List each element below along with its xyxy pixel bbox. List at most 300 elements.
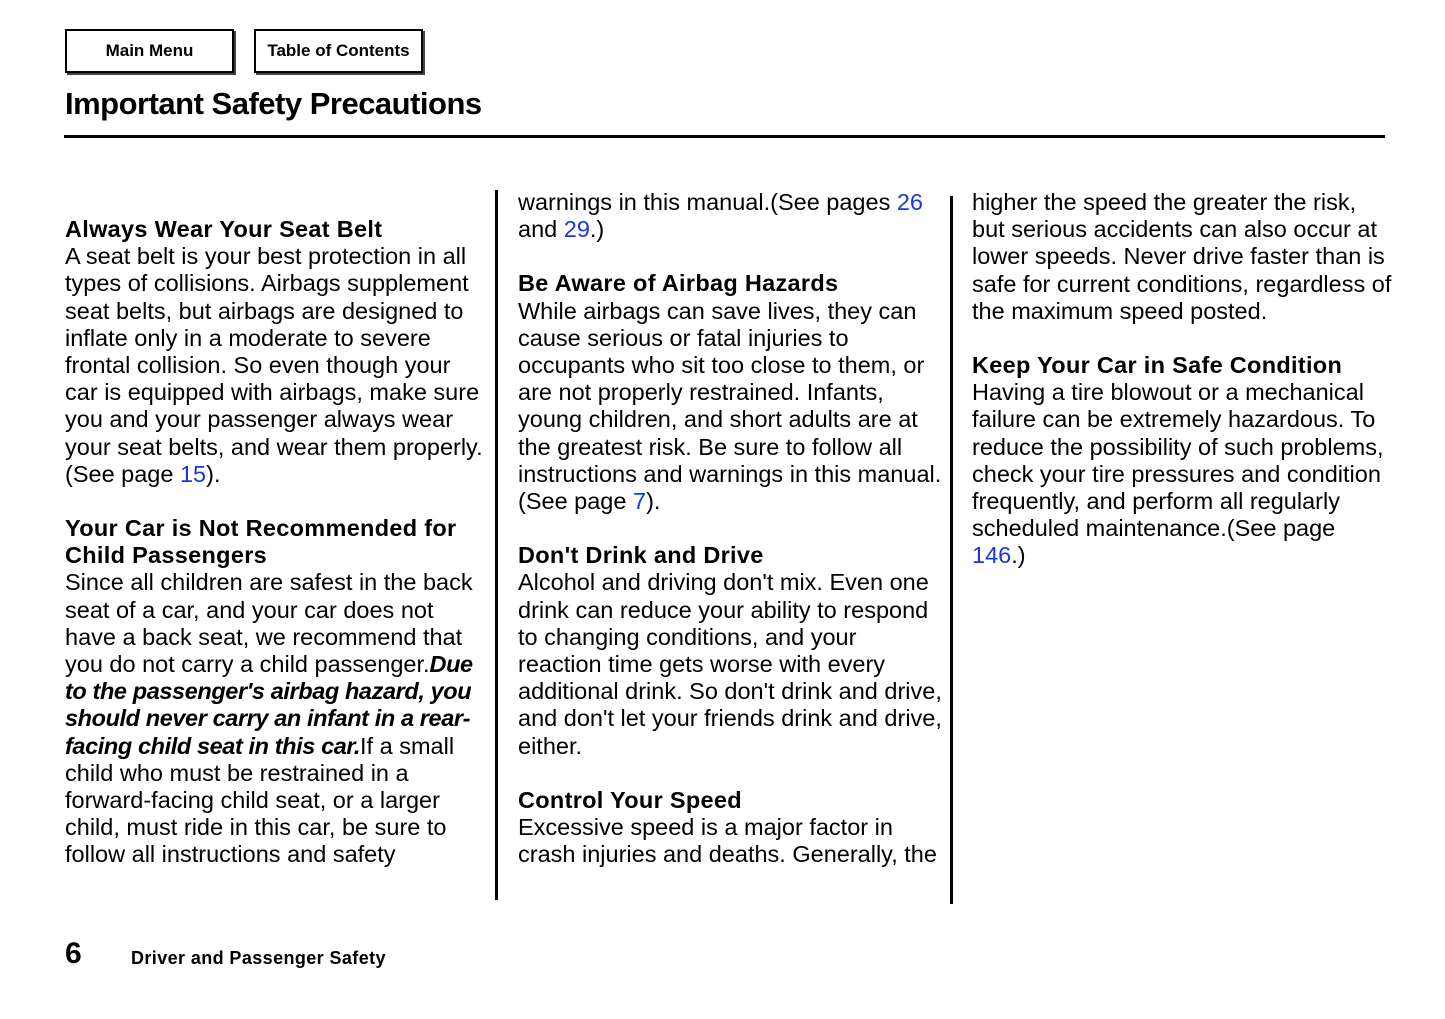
- condition-body: To: [1350, 406, 1376, 433]
- airbag-body: manual.: [857, 460, 942, 487]
- child-body-continued: must: [126, 814, 178, 841]
- page-146-link[interactable]: 146: [972, 542, 1012, 569]
- speed-section: [972, 189, 1392, 325]
- airbag-body: risk.: [648, 433, 692, 460]
- airbag-body: to: [785, 433, 806, 460]
- seat-belt-body: though: [326, 352, 399, 379]
- child-body-continued: to: [426, 814, 447, 841]
- child-body: the: [383, 569, 417, 596]
- child-body-continued: a: [395, 759, 409, 786]
- drink-body: and: [838, 705, 878, 732]
- speed-body: occur: [1293, 216, 1351, 243]
- child-warning-emphasis: carry: [212, 705, 269, 732]
- airbag-body: them,: [838, 352, 897, 379]
- table-of-contents-button[interactable]: Table of Contents: [254, 29, 423, 73]
- condition-ref-suffix: .): [1011, 542, 1026, 569]
- child-body-continued: small: [399, 732, 455, 759]
- drink-body: drink: [518, 596, 569, 623]
- condition-body: condition: [1286, 460, 1381, 487]
- airbag-body: airbags: [583, 297, 661, 324]
- child-body-continued: safety: [332, 841, 396, 868]
- speed-body: conditions,: [1136, 270, 1249, 297]
- drink-body: don't: [724, 678, 775, 705]
- page-26-link[interactable]: 26: [896, 189, 923, 215]
- drink-body: and: [838, 678, 878, 705]
- airbag-body: to: [811, 352, 832, 379]
- seat-belt-body: you: [65, 406, 103, 433]
- airbag-body: all: [878, 433, 903, 460]
- speed-body: maximum: [1011, 297, 1114, 324]
- condition-body: regularly: [1249, 488, 1340, 515]
- drink-heading: Don't Drink and Drive: [518, 542, 764, 569]
- seat-belt-body: properly.: [392, 433, 483, 460]
- seat-belt-body: with: [230, 379, 273, 406]
- condition-body: and: [1086, 488, 1126, 515]
- child-warning-emphasis: seat: [196, 732, 243, 759]
- child-body: you: [65, 651, 103, 678]
- child-body: your: [251, 596, 298, 623]
- speed-body: higher: [972, 189, 1038, 215]
- child-body: car,: [161, 596, 200, 623]
- airbag-body: instructions: [518, 460, 637, 487]
- drink-body: reduce: [619, 596, 692, 623]
- speed-body: safe: [972, 270, 1017, 297]
- child-ref-and: and: [518, 216, 558, 243]
- seat-belt-body: a: [208, 324, 222, 351]
- speed-body: posted.: [1190, 297, 1268, 324]
- condition-body: problems,: [1280, 433, 1384, 460]
- speed-body: Generally,: [792, 841, 898, 868]
- child-body: car: [304, 596, 337, 623]
- child-body-continued: be: [341, 814, 369, 841]
- airbag-body: injuries: [747, 324, 823, 351]
- airbag-section: [518, 270, 943, 515]
- drink-body: don't: [723, 569, 774, 596]
- child-body-continued: forward-facing: [65, 787, 214, 814]
- condition-body: be: [1086, 406, 1114, 433]
- drink-body: and: [601, 569, 641, 596]
- child-body-continued: must: [169, 759, 221, 786]
- drink-body: Alcohol: [518, 569, 596, 596]
- speed-body: than: [1315, 243, 1362, 270]
- seat-belt-body: A: [65, 243, 80, 270]
- child-warning-emphasis: rear-facing: [65, 705, 471, 759]
- drink-body: one: [889, 569, 929, 596]
- speed-body: is: [700, 814, 718, 841]
- airbag-ref-prefix: (See: [518, 488, 568, 515]
- drink-body: to: [518, 623, 538, 650]
- condition-body: pressures: [1131, 460, 1235, 487]
- airbag-ref-suffix: ).: [646, 488, 661, 515]
- child-section: [65, 515, 485, 869]
- child-heading: Your Car is Not Recommended for Child Passengers: [65, 515, 457, 569]
- seat-belt-body: your: [404, 352, 451, 379]
- child-body-continued: a: [379, 732, 393, 759]
- condition-body: perform: [1132, 488, 1214, 515]
- child-warning-emphasis: airbag: [270, 678, 339, 705]
- column-1: [65, 189, 485, 896]
- child-body-continued: ride: [183, 814, 224, 841]
- child-body: are: [249, 569, 284, 596]
- child-body-continued: warnings: [518, 189, 613, 215]
- speed-body: the: [1043, 189, 1077, 215]
- child-body: a: [142, 596, 156, 623]
- speed-body: in: [874, 814, 893, 841]
- child-body: Since: [65, 569, 124, 596]
- drink-body: drive,: [884, 678, 942, 705]
- child-warning-emphasis: this: [274, 732, 315, 759]
- child-warning-emphasis: to: [65, 678, 87, 705]
- airbag-body: properly: [597, 379, 683, 406]
- speed-body: injuries: [582, 841, 657, 868]
- condition-body: tire: [1092, 460, 1125, 487]
- seat-belt-body: severe: [360, 324, 431, 351]
- drink-body: So: [689, 678, 718, 705]
- speed-body: accidents: [1093, 216, 1193, 243]
- seat-belt-body: seat: [85, 243, 131, 270]
- condition-body: blowout: [1110, 379, 1192, 406]
- speed-body: current: [1056, 270, 1131, 297]
- speed-body: deaths.: [708, 841, 786, 868]
- drink-body: Even: [829, 569, 884, 596]
- seat-belt-body: your: [204, 243, 251, 270]
- seat-belt-body: them: [334, 433, 387, 460]
- seat-belt-body: collisions.: [153, 270, 256, 297]
- child-body: safest: [289, 569, 353, 596]
- speed-body: the: [1153, 189, 1187, 215]
- child-body: seat,: [198, 623, 250, 650]
- speed-heading: Control Your Speed: [518, 786, 742, 813]
- seat-belt-ref-prefix: page: [121, 460, 174, 487]
- child-body-continued: in: [370, 759, 389, 786]
- drink-body: conditions,: [646, 623, 759, 650]
- seat-belt-body: seat: [117, 433, 162, 460]
- drink-body: every: [827, 651, 886, 678]
- airbag-body: adults: [788, 406, 852, 433]
- airbag-body: this: [814, 460, 852, 487]
- speed-body: speed: [1083, 189, 1148, 215]
- child-warning-emphasis: passenger's: [132, 678, 265, 705]
- child-body: back: [422, 569, 473, 596]
- condition-body: hazardous.: [1228, 406, 1345, 433]
- child-body: passenger.: [314, 651, 430, 678]
- airbag-body: and: [683, 406, 724, 433]
- drink-section: [518, 542, 943, 760]
- condition-ref-prefix: page: [1282, 515, 1336, 542]
- speed-body: of: [1371, 270, 1392, 297]
- airbag-body: are: [518, 379, 552, 406]
- child-body: that: [422, 623, 463, 650]
- child-body-continued: this: [254, 814, 291, 841]
- child-body-continued: larger: [379, 787, 440, 814]
- seat-belt-ref-prefix: (See: [65, 460, 115, 487]
- column-2: [518, 189, 943, 895]
- airbag-body: at: [898, 406, 918, 433]
- speed-body: speed: [630, 814, 695, 841]
- child-body: of: [115, 596, 136, 623]
- drink-body: respond: [843, 596, 929, 623]
- seat-belt-body: seat: [65, 297, 110, 324]
- child-body: all: [130, 569, 154, 596]
- speed-body: greater: [1192, 189, 1268, 215]
- drink-body: ability: [750, 596, 811, 623]
- seat-belt-body: moderate: [228, 324, 328, 351]
- seat-belt-body: to: [443, 297, 464, 324]
- child-body-continued: child: [65, 759, 114, 786]
- seat-belt-body: wear: [402, 406, 454, 433]
- speed-section: [518, 787, 943, 869]
- seat-belt-ref-suffix: ).: [206, 460, 221, 487]
- seat-belt-body: only: [134, 324, 178, 351]
- speed-body: for: [1022, 270, 1051, 297]
- drink-body: drink: [781, 705, 833, 732]
- seat-belt-body: all: [442, 243, 467, 270]
- child-warning-emphasis: a: [400, 705, 414, 732]
- child-body-continued: who: [119, 759, 163, 786]
- drink-body: either.: [518, 732, 583, 759]
- seat-belt-body: So: [233, 352, 263, 379]
- speed-body: also: [1243, 216, 1287, 243]
- child-body: children: [160, 569, 243, 596]
- speed-body: drive: [1192, 243, 1244, 270]
- condition-body: a: [1225, 379, 1239, 406]
- seat-belt-body: collision.: [136, 352, 227, 379]
- child-warning-emphasis: infant: [307, 705, 369, 732]
- seat-belt-body: best: [257, 243, 302, 270]
- speed-body: faster: [1250, 243, 1310, 270]
- speed-body: Excessive: [518, 814, 624, 841]
- main-menu-button[interactable]: Main Menu: [65, 29, 234, 73]
- speed-body: lower: [972, 243, 1029, 270]
- drink-body: drink: [781, 678, 833, 705]
- airbag-body: sure: [733, 433, 780, 460]
- drink-body: and: [764, 623, 805, 650]
- drink-body: drive,: [884, 705, 942, 732]
- speed-body: major: [744, 814, 803, 841]
- condition-body: Having: [972, 379, 1046, 406]
- seat-belt-body: your: [155, 406, 201, 433]
- airbag-body: restrained.: [689, 379, 801, 406]
- airbag-body: are: [857, 406, 892, 433]
- child-body-continued: follow: [65, 841, 126, 868]
- condition-body: check: [972, 460, 1034, 487]
- child-warning-emphasis: should: [65, 705, 140, 732]
- drink-body: don't: [563, 705, 614, 732]
- seat-belt-body: passenger: [207, 406, 318, 433]
- speed-body: a: [724, 814, 738, 841]
- condition-heading: Keep Your Car in Safe Condition: [972, 352, 1343, 379]
- child-body: does: [343, 596, 395, 623]
- speed-body: crash: [518, 841, 576, 868]
- airbag-body: Be: [698, 433, 728, 460]
- seat-belt-body: and: [230, 433, 271, 460]
- child-body: a: [240, 651, 254, 678]
- child-body-continued: car,: [297, 814, 336, 841]
- seat-belt-body: belts,: [168, 433, 225, 460]
- airbag-body: can: [878, 297, 917, 324]
- page-title: Important Safety Precautions: [65, 86, 482, 121]
- child-body: have: [65, 623, 116, 650]
- seat-belt-body: in: [183, 324, 203, 351]
- airbag-ref-prefix: page: [574, 488, 627, 515]
- drink-body: time: [608, 651, 653, 678]
- child-body-continued: a: [360, 787, 374, 814]
- seat-belt-body: Airbags: [260, 270, 341, 297]
- seat-belt-body: to: [334, 324, 354, 351]
- child-body: a: [122, 623, 136, 650]
- airbag-body: too: [711, 352, 745, 379]
- child-body: carry: [181, 651, 234, 678]
- drink-body: mix.: [779, 569, 823, 596]
- airbag-body: or: [669, 324, 691, 351]
- child-body-continued: manual.: [686, 189, 771, 215]
- airbag-body: While: [518, 297, 577, 324]
- condition-body: frequently,: [972, 488, 1080, 515]
- condition-body: tire: [1071, 379, 1104, 406]
- airbag-body: young: [518, 406, 583, 433]
- drink-body: driving: [647, 569, 717, 596]
- condition-body: your: [1039, 460, 1086, 487]
- airbag-heading: Be Aware of Airbag Hazards: [518, 270, 839, 297]
- seat-belt-body: of: [127, 270, 148, 297]
- speed-body: risk,: [1313, 189, 1357, 215]
- child-warning-emphasis: Due: [429, 651, 473, 678]
- child-body: not: [142, 651, 175, 678]
- child-warning-emphasis: the: [92, 678, 127, 705]
- speed-body: serious: [1011, 216, 1087, 243]
- child-body-continued: sure: [374, 814, 421, 841]
- seat-belt-body: types: [65, 270, 122, 297]
- page-15-link[interactable]: 15: [179, 460, 207, 487]
- page-29-link[interactable]: 29: [563, 216, 590, 243]
- airbag-body: follow: [811, 433, 873, 460]
- child-body: recommend: [292, 623, 417, 650]
- drink-body: gets: [659, 651, 704, 678]
- child-warning-emphasis: in: [248, 732, 269, 759]
- seat-belt-heading: Always Wear Your Seat Belt: [65, 216, 383, 242]
- speed-body: speeds.: [1034, 243, 1118, 270]
- condition-body: reduce: [972, 433, 1044, 460]
- drink-body: let: [620, 705, 646, 732]
- child-ref-suffix: .): [589, 216, 605, 243]
- child-body-continued: seat,: [275, 787, 327, 814]
- speed-body: regardless: [1255, 270, 1366, 297]
- airbag-body: in: [789, 460, 809, 487]
- drink-body: friends: [704, 705, 775, 732]
- seat-belt-body: supplement: [347, 270, 469, 297]
- child-section: [518, 189, 943, 243]
- seat-belt-body: frontal: [65, 352, 131, 379]
- child-body-continued: or: [332, 787, 354, 814]
- seat-belt-body: inflate: [65, 324, 128, 351]
- child-body: and: [206, 596, 246, 623]
- drink-body: and: [518, 705, 558, 732]
- column-divider: [495, 190, 498, 900]
- seat-belt-body: designed: [341, 297, 438, 324]
- airbag-body: the: [518, 433, 551, 460]
- condition-body: maintenance.: [1085, 515, 1227, 542]
- airbag-body: lives,: [767, 297, 822, 324]
- drink-body: your: [698, 596, 744, 623]
- condition-ref-prefix: (See: [1226, 515, 1277, 542]
- airbag-body: they: [827, 297, 872, 324]
- child-body-continued: all: [131, 841, 156, 868]
- speed-body: the: [972, 297, 1005, 324]
- speed-body: is: [1367, 243, 1385, 270]
- airbag-body: can: [666, 297, 705, 324]
- airbag-body: and: [643, 460, 683, 487]
- child-warning-emphasis: car.: [321, 732, 360, 759]
- child-warning-emphasis: in: [374, 705, 395, 732]
- drink-body: drink.: [625, 678, 683, 705]
- page-7-link[interactable]: 7: [632, 488, 647, 515]
- speed-body: but: [972, 216, 1005, 243]
- child-body-continued: restrained: [259, 759, 365, 786]
- airbag-body: warnings: [689, 460, 784, 487]
- seat-belt-body: sure: [433, 379, 480, 406]
- drink-body: can: [575, 596, 614, 623]
- child-body-continued: this: [643, 189, 680, 215]
- seat-belt-body: belt: [136, 243, 175, 270]
- child-body: child: [259, 651, 309, 678]
- airbag-body: cause: [518, 324, 581, 351]
- condition-body: can: [1042, 406, 1081, 433]
- title-divider: [64, 135, 1385, 138]
- child-ref-prefix: (See: [770, 189, 820, 215]
- condition-section: [972, 352, 1392, 570]
- footer-section-name: Driver and Passenger Safety: [131, 948, 386, 968]
- child-warning-emphasis: child: [137, 732, 191, 759]
- condition-body: all: [1219, 488, 1244, 515]
- seat-belt-body: airbags,: [279, 379, 363, 406]
- child-body: do: [109, 651, 136, 678]
- airbag-body: children,: [588, 406, 678, 433]
- seat-belt-body: belts,: [115, 297, 173, 324]
- seat-belt-body: your: [65, 433, 111, 460]
- condition-body: failure: [972, 406, 1037, 433]
- speed-body: the: [904, 841, 937, 868]
- child-warning-emphasis: an: [274, 705, 301, 732]
- speed-body: factor: [809, 814, 869, 841]
- speed-body: Never: [1123, 243, 1187, 270]
- child-body-continued: child,: [65, 814, 120, 841]
- seat-belt-body: are: [301, 297, 336, 324]
- drink-body: reaction: [518, 651, 602, 678]
- airbag-body: fatal: [696, 324, 742, 351]
- child-body: we: [255, 623, 286, 650]
- seat-belt-body: even: [268, 352, 320, 379]
- child-warning-emphasis: you: [430, 678, 472, 705]
- page-number: 6: [65, 937, 82, 970]
- airbag-body: to: [828, 324, 849, 351]
- seat-belt-body: always: [323, 406, 396, 433]
- seat-belt-body: wear: [276, 433, 328, 460]
- condition-body: mechanical: [1245, 379, 1364, 406]
- child-body: back: [142, 623, 192, 650]
- seat-belt-body: is: [104, 379, 122, 406]
- speed-body: at: [1357, 216, 1377, 243]
- seat-belt-body: and: [109, 406, 149, 433]
- child-body: seat: [65, 596, 110, 623]
- child-body-continued: and: [287, 841, 327, 868]
- speed-body: speed: [1119, 297, 1184, 324]
- seat-belt-body: but: [178, 297, 212, 324]
- child-body: in: [358, 569, 378, 596]
- child-body: not: [400, 596, 434, 623]
- child-body-continued: instructions: [161, 841, 281, 868]
- airbag-body: or: [903, 352, 925, 379]
- airbag-body: serious: [587, 324, 664, 351]
